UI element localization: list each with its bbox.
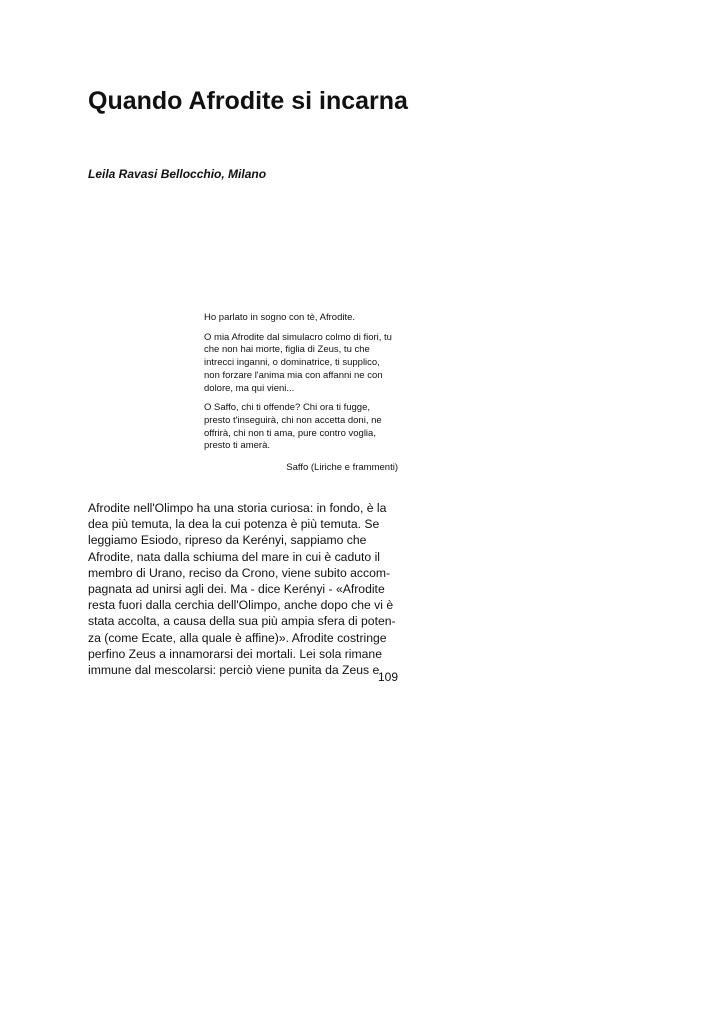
- body-paragraph: [88, 500, 398, 678]
- epigraph-stanza: O mia Afrodite dal simulacro colmo di fiori, tu che non hai morte, figlia di Zeus, tu che intrecci inganni, o dominatrice, ti supplico, non forzare l'anima mia con affanni ne con dolore, ma qui vieni...: [204, 331, 392, 394]
- page-number: 109: [377, 670, 398, 684]
- epigraph: [204, 312, 398, 475]
- body-line: leggiamo Esiodo, ripreso da Kerényi, sappiamo che: [88, 533, 367, 548]
- epigraph-stanza: Ho parlato in sogno con tè, Afrodite.: [204, 312, 356, 323]
- body-line: pagnata ad unirsi agli dei. Ma - dice Kerényi - «Afrodite: [88, 582, 385, 597]
- body-line: stata accolta, a causa della sua più ampia sfera di poten-: [88, 614, 396, 629]
- body-line: za (come Ecate, alla quale è affine)». Afrodite costringe: [88, 630, 387, 645]
- body-line: immune dal mescolarsi: perciò viene punita da Zeus e: [88, 663, 380, 678]
- article-title: Quando Afrodite si incarna: [88, 87, 408, 115]
- body-line: dea più temuta, la dea la cui potenza è più temuta. Se: [88, 517, 380, 532]
- body-line: perfino Zeus a innamorarsi dei mortali. Lei sola rimane: [88, 646, 382, 661]
- body-line: resta fuori dalla cerchia dell'Olimpo, anche dopo che vi è: [88, 598, 394, 613]
- body-line: membro di Urano, reciso da Crono, viene subito accom-: [88, 565, 391, 580]
- body-line: Afrodite, nata dalla schiuma del mare in cui è caduto il: [88, 549, 380, 564]
- epigraph-stanza: O Saffo, chi ti offende? Chi ora ti fugge, presto t'inseguirà, chi non accetta doni, ne offrirà, chi non ti ama, pure contro voglia, presto ti amerà.: [204, 402, 382, 452]
- epigraph-source: Saffo (Liriche e frammenti): [286, 462, 398, 474]
- body-line: Afrodite nell'Olimpo ha una storia curiosa: in fondo, è la: [88, 501, 387, 515]
- article-author: Leila Ravasi Bellocchio, Milano: [88, 167, 267, 181]
